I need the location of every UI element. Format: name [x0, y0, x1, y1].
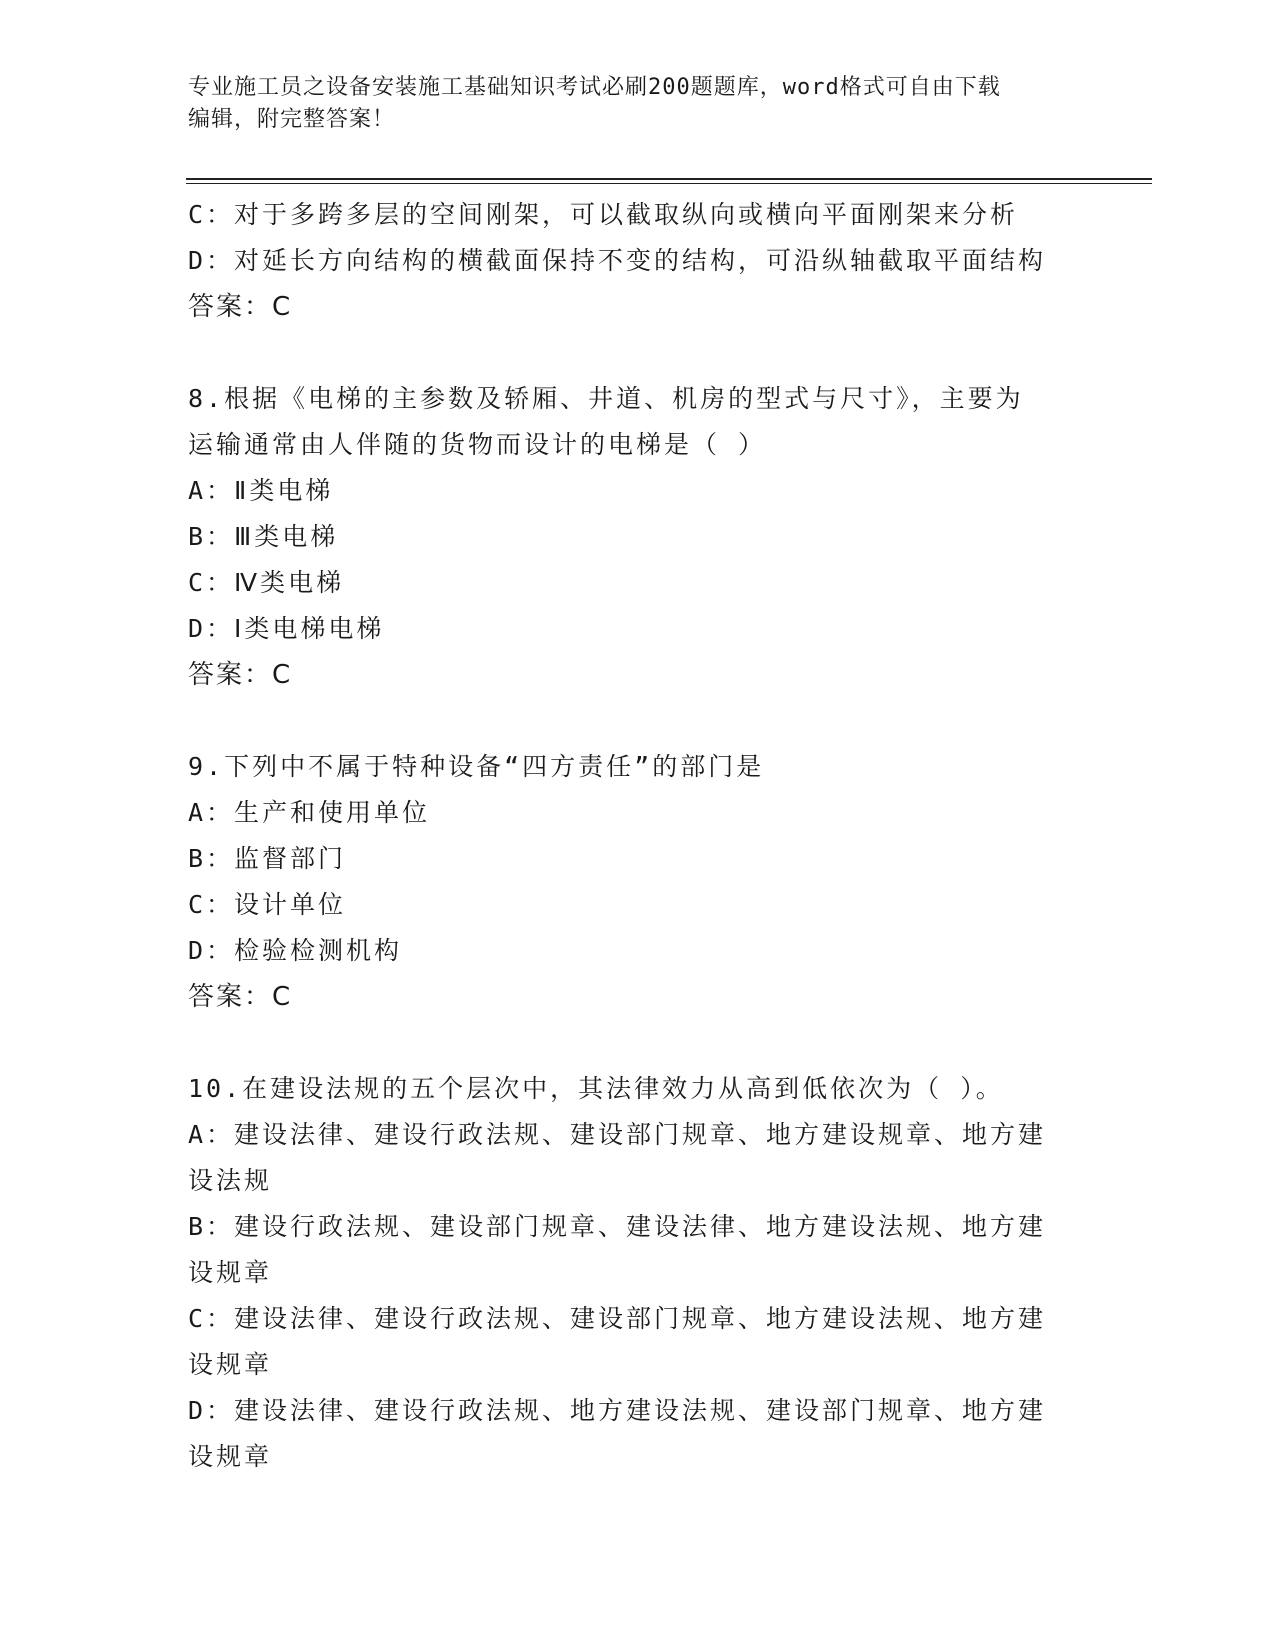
q7-option-c: C：对于多跨多层的空间刚架，可以截取纵向或横向平面刚架来分析 [188, 200, 1019, 229]
question-8 [188, 376, 1078, 698]
q10-option-d-line-1: D：建设法律、建设行政法规、地方建设法规、建设部门规章、地方建 [188, 1396, 1047, 1425]
q8-answer: 答案：C [188, 660, 293, 690]
q9-answer: 答案：C [188, 982, 293, 1012]
q10-option-d-line-2: 设规章 [188, 1442, 273, 1471]
document-header [188, 72, 1068, 136]
question-10 [188, 1066, 1078, 1480]
q10-option-a-line-2: 设法规 [188, 1166, 273, 1195]
header-title-line-2: 编辑，附完整答案！ [188, 107, 396, 132]
q8-stem-line-1: 8.根据《电梯的主参数及轿厢、井道、机房的型式与尺寸》，主要为 [188, 384, 1024, 413]
q8-option-d: D：Ⅰ类电梯电梯 [188, 614, 385, 643]
q10-option-b-line-2: 设规章 [188, 1258, 273, 1287]
header-divider-thin [186, 183, 1152, 184]
question-spacer [188, 330, 1078, 376]
q9-option-a: A：生产和使用单位 [188, 798, 431, 827]
q9-option-d: D：检验检测机构 [188, 936, 403, 965]
question-spacer [188, 1020, 1078, 1066]
question-9 [188, 744, 1078, 1020]
q10-stem: 10.在建设法规的五个层次中，其法律效力从高到低依次为（ ）。 [188, 1074, 1004, 1103]
q9-option-b: B：监督部门 [188, 844, 347, 873]
q8-option-c: C：Ⅳ类电梯 [188, 568, 345, 597]
q10-option-a-line-1: A：建设法律、建设行政法规、建设部门规章、地方建设规章、地方建 [188, 1120, 1047, 1149]
q10-option-c-line-1: C：建设法律、建设行政法规、建设部门规章、地方建设法规、地方建 [188, 1304, 1047, 1333]
header-divider-thick [186, 178, 1152, 180]
q7-option-d: D：对延长方向结构的横截面保持不变的结构，可沿纵轴截取平面结构 [188, 246, 1047, 275]
question-spacer [188, 698, 1078, 744]
q8-stem-line-2: 运输通常由人伴随的货物而设计的电梯是（ ） [188, 430, 767, 459]
q10-option-c-line-2: 设规章 [188, 1350, 273, 1379]
q8-option-b: B：Ⅲ类电梯 [188, 522, 339, 551]
q9-option-c: C：设计单位 [188, 890, 347, 919]
q7-answer: 答案：C [188, 292, 293, 322]
q9-stem: 9.下列中不属于特种设备“四方责任”的部门是 [188, 752, 765, 781]
question-7 [188, 192, 1078, 330]
question-list [188, 192, 1078, 1480]
header-title-line-1: 专业施工员之设备安装施工基础知识考试必刷200题题库，word格式可自由下载 [188, 75, 1001, 100]
q10-option-b-line-1: B：建设行政法规、建设部门规章、建设法律、地方建设法规、地方建 [188, 1212, 1047, 1241]
q8-option-a: A：Ⅱ类电梯 [188, 476, 334, 505]
